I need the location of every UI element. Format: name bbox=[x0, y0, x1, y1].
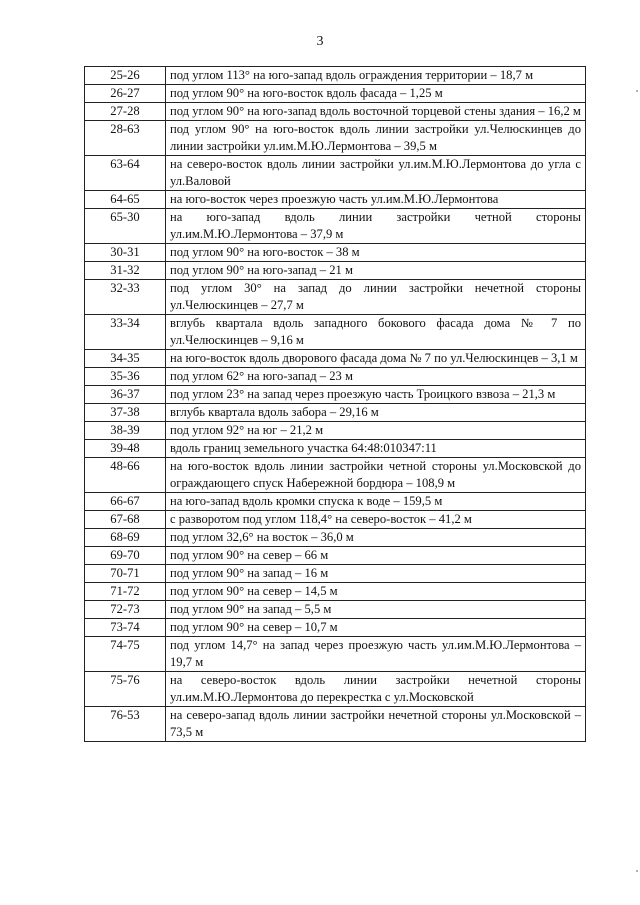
description-cell: на юго-восток вдоль линии застройки четной стороны ул.Московской до ограждающего спуск Набережной бордюра – 108,9 м bbox=[166, 458, 586, 493]
description-cell: вглубь квартала вдоль забора – 29,16 м bbox=[166, 404, 586, 422]
description-cell: под углом 32,6° на восток – 36,0 м bbox=[166, 529, 586, 547]
segment-cell: 74-75 bbox=[85, 637, 166, 672]
table-row bbox=[85, 637, 586, 672]
scan-dot bbox=[636, 90, 638, 92]
description-cell: под углом 90° на юго-восток вдоль фасада – 1,25 м bbox=[166, 85, 586, 103]
scan-dot bbox=[636, 870, 638, 872]
description-cell: вдоль границ земельного участка 64:48:010347:11 bbox=[166, 440, 586, 458]
description-cell: под углом 90° на юго-запад – 21 м bbox=[166, 262, 586, 280]
description-cell: под углом 90° на запад – 5,5 м bbox=[166, 601, 586, 619]
table-row bbox=[85, 493, 586, 511]
description-cell: с разворотом под углом 118,4° на северо-восток – 41,2 м bbox=[166, 511, 586, 529]
table-row bbox=[85, 368, 586, 386]
table-row bbox=[85, 422, 586, 440]
segment-cell: 68-69 bbox=[85, 529, 166, 547]
table-row bbox=[85, 191, 586, 209]
description-cell: на юго-запад вдоль линии застройки четной стороны ул.им.М.Ю.Лермонтова – 37,9 м bbox=[166, 209, 586, 244]
segment-cell: 39-48 bbox=[85, 440, 166, 458]
table-row bbox=[85, 244, 586, 262]
segment-cell: 27-28 bbox=[85, 103, 166, 121]
table-row bbox=[85, 67, 586, 85]
segment-cell: 65-30 bbox=[85, 209, 166, 244]
table-row bbox=[85, 156, 586, 191]
description-cell: на юго-запад вдоль кромки спуска к воде – 159,5 м bbox=[166, 493, 586, 511]
description-cell: на юго-восток через проезжую часть ул.им.М.Ю.Лермонтова bbox=[166, 191, 586, 209]
segment-cell: 31-32 bbox=[85, 262, 166, 280]
table-row bbox=[85, 85, 586, 103]
description-cell: под углом 90° на север – 66 м bbox=[166, 547, 586, 565]
description-cell: вглубь квартала вдоль западного бокового фасада дома № 7 по ул.Челюскинцев – 9,16 м bbox=[166, 315, 586, 350]
table-row bbox=[85, 315, 586, 350]
segment-cell: 32-33 bbox=[85, 280, 166, 315]
description-cell: под углом 90° на юго-восток – 38 м bbox=[166, 244, 586, 262]
description-cell: под углом 92° на юг – 21,2 м bbox=[166, 422, 586, 440]
segment-cell: 35-36 bbox=[85, 368, 166, 386]
table-row bbox=[85, 707, 586, 742]
page-number: 3 bbox=[316, 34, 324, 49]
table-row bbox=[85, 529, 586, 547]
description-cell: под углом 90° на юго-восток вдоль линии застройки ул.Челюскинцев до линии застройки ул.им.М.Ю.Лермонтова – 39,5 м bbox=[166, 121, 586, 156]
description-cell: под углом 90° на север – 14,5 м bbox=[166, 583, 586, 601]
segment-cell: 25-26 bbox=[85, 67, 166, 85]
description-cell: под углом 90° на север – 10,7 м bbox=[166, 619, 586, 637]
table-row bbox=[85, 565, 586, 583]
segment-cell: 63-64 bbox=[85, 156, 166, 191]
description-cell: под углом 90° на юго-запад вдоль восточной торцевой стены здания – 16,2 м bbox=[166, 103, 586, 121]
segment-cell: 67-68 bbox=[85, 511, 166, 529]
table-row bbox=[85, 440, 586, 458]
segment-cell: 36-37 bbox=[85, 386, 166, 404]
description-cell: на северо-запад вдоль линии застройки нечетной стороны ул.Московской – 73,5 м bbox=[166, 707, 586, 742]
table-row bbox=[85, 547, 586, 565]
table-row bbox=[85, 672, 586, 707]
segment-cell: 38-39 bbox=[85, 422, 166, 440]
table-row bbox=[85, 280, 586, 315]
segment-cell: 71-72 bbox=[85, 583, 166, 601]
segment-cell: 72-73 bbox=[85, 601, 166, 619]
description-cell: под углом 23° на запад через проезжую часть Троицкого взвоза – 21,3 м bbox=[166, 386, 586, 404]
table-row bbox=[85, 121, 586, 156]
segment-cell: 34-35 bbox=[85, 350, 166, 368]
description-cell: на северо-восток вдоль линии застройки нечетной стороны ул.им.М.Ю.Лермонтова до перекрестка с ул.Московской bbox=[166, 672, 586, 707]
table-row bbox=[85, 404, 586, 422]
table-row bbox=[85, 209, 586, 244]
description-cell: на северо-восток вдоль линии застройки ул.им.М.Ю.Лермонтова до угла с ул.Валовой bbox=[166, 156, 586, 191]
segment-cell: 26-27 bbox=[85, 85, 166, 103]
segment-cell: 28-63 bbox=[85, 121, 166, 156]
segment-cell: 76-53 bbox=[85, 707, 166, 742]
table-row bbox=[85, 511, 586, 529]
table-row bbox=[85, 350, 586, 368]
segment-cell: 70-71 bbox=[85, 565, 166, 583]
table-row bbox=[85, 103, 586, 121]
table-row bbox=[85, 619, 586, 637]
table-row bbox=[85, 386, 586, 404]
segment-cell: 30-31 bbox=[85, 244, 166, 262]
segment-cell: 64-65 bbox=[85, 191, 166, 209]
table-row bbox=[85, 601, 586, 619]
table-row bbox=[85, 458, 586, 493]
description-cell: под углом 62° на юго-запад – 23 м bbox=[166, 368, 586, 386]
segment-cell: 75-76 bbox=[85, 672, 166, 707]
table-body bbox=[85, 67, 586, 742]
description-cell: под углом 14,7° на запад через проезжую часть ул.им.М.Ю.Лермонтова – 19,7 м bbox=[166, 637, 586, 672]
segment-cell: 73-74 bbox=[85, 619, 166, 637]
description-cell: на юго-восток вдоль дворового фасада дома № 7 по ул.Челюскинцев – 3,1 м bbox=[166, 350, 586, 368]
segment-cell: 69-70 bbox=[85, 547, 166, 565]
table-row bbox=[85, 583, 586, 601]
segment-cell: 48-66 bbox=[85, 458, 166, 493]
description-cell: под углом 30° на запад до линии застройки нечетной стороны ул.Челюскинцев – 27,7 м bbox=[166, 280, 586, 315]
description-cell: под углом 113° на юго-запад вдоль ограждения территории – 18,7 м bbox=[166, 67, 586, 85]
table-row bbox=[85, 262, 586, 280]
segment-cell: 33-34 bbox=[85, 315, 166, 350]
segment-cell: 37-38 bbox=[85, 404, 166, 422]
boundary-segments-table bbox=[84, 66, 586, 742]
segment-cell: 66-67 bbox=[85, 493, 166, 511]
description-cell: под углом 90° на запад – 16 м bbox=[166, 565, 586, 583]
